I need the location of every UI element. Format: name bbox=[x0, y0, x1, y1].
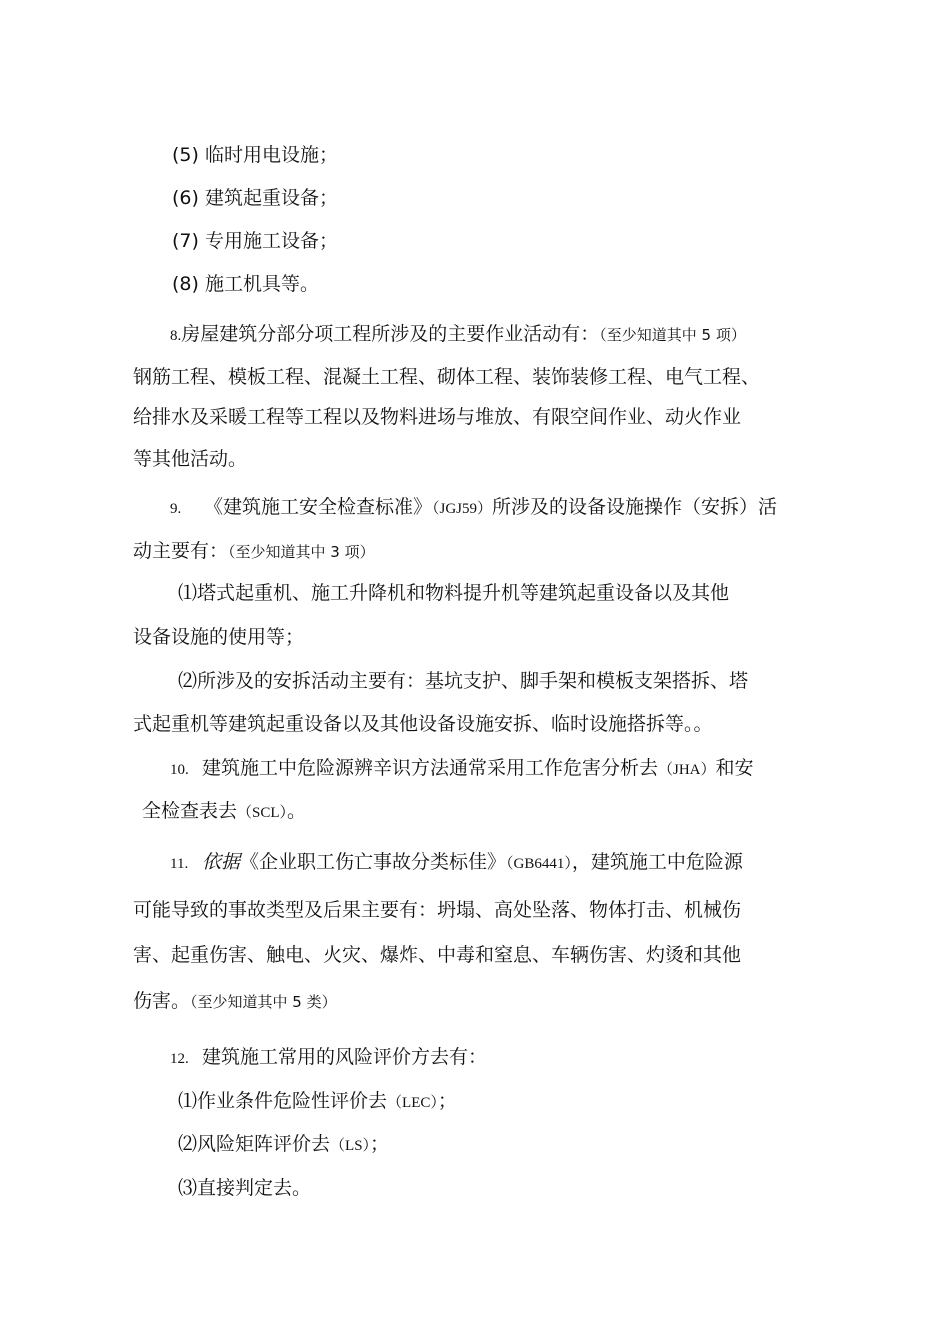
list-text: 临时用电设施； bbox=[204, 144, 338, 166]
item-text: 全检查表去 bbox=[142, 800, 238, 822]
item-11-line-4 bbox=[133, 988, 337, 1015]
sub-text: 直接判定去。 bbox=[197, 1177, 312, 1199]
item-9-line-2 bbox=[133, 538, 375, 565]
item-text: ，建筑施工中危险源 bbox=[571, 851, 743, 873]
item-12-sub-2 bbox=[178, 1131, 389, 1159]
item-9-sub-2-line-1 bbox=[178, 668, 748, 695]
item-number: 11. bbox=[170, 856, 189, 872]
item-text: 房屋建筑分部分项工程所涉及的主要作业活动有： bbox=[181, 323, 600, 345]
list-item bbox=[172, 271, 319, 297]
method-code: （LEC） bbox=[387, 1095, 438, 1111]
sub-text: 塔式起重机、施工升降机和物料提升机等建筑起重设备以及其他 bbox=[197, 582, 730, 604]
item-note: （至少知道其中 3 项） bbox=[228, 543, 375, 561]
method-code: （SCL） bbox=[237, 805, 288, 821]
item-text: 《建筑施工安全检查标准》 bbox=[204, 496, 433, 518]
item-text: 和安 bbox=[715, 757, 754, 779]
list-number: (5) bbox=[172, 144, 199, 166]
sub-text: ； bbox=[370, 1133, 390, 1155]
list-number: (6) bbox=[172, 187, 199, 209]
item-number: 12. bbox=[170, 1051, 189, 1067]
item-12-sub-1 bbox=[178, 1088, 457, 1116]
item-10-line-2 bbox=[142, 798, 306, 826]
list-number: (7) bbox=[172, 230, 199, 252]
sub-number: ⑵ bbox=[178, 671, 198, 692]
item-number: 9. bbox=[170, 501, 182, 517]
list-text: 建筑起重设备； bbox=[204, 187, 338, 209]
item-9-line-1 bbox=[170, 494, 777, 522]
item-text: 伤害。 bbox=[133, 990, 191, 1012]
sub-number: ⑴ bbox=[178, 1091, 198, 1112]
list-item bbox=[172, 185, 338, 211]
item-text: 依据 bbox=[202, 851, 241, 873]
item-text: 建筑施工常用的风险评价方去有： bbox=[202, 1046, 488, 1068]
item-12-title bbox=[170, 1044, 487, 1072]
list-text: 专用施工设备； bbox=[204, 230, 338, 252]
item-8-line-1 bbox=[170, 321, 746, 349]
method-code: （LS） bbox=[330, 1138, 371, 1154]
standard-code: （JGJ59） bbox=[432, 501, 493, 517]
sub-text: 所涉及的安拆活动主要有：基坑支护、脚手架和模板支架搭拆、塔 bbox=[197, 670, 749, 692]
sub-number: ⑵ bbox=[178, 1134, 198, 1155]
sub-text: 风险矩阵评价去 bbox=[197, 1133, 331, 1155]
item-text: 动主要有： bbox=[133, 540, 229, 562]
item-text: 。 bbox=[287, 800, 307, 822]
method-code: （JHA） bbox=[658, 762, 716, 778]
item-number: 8. bbox=[170, 328, 182, 344]
list-item bbox=[172, 228, 338, 254]
item-8-line-2: 钢筋工程、模板工程、混凝土工程、砌体工程、装饰装修工程、电气工程、 bbox=[133, 366, 761, 388]
item-11-line-2: 可能导致的事故类型及后果主要有：坍塌、高处坠落、物体打击、机械伤 bbox=[133, 899, 742, 921]
item-text: 建筑施工中危险源辨辛识方法通常采用工作危害分析去 bbox=[202, 757, 659, 779]
list-text: 施工机具等。 bbox=[204, 273, 319, 295]
list-item bbox=[172, 142, 338, 168]
sub-number: ⑶ bbox=[178, 1178, 198, 1199]
item-text: 《企业职工伤亡事故分类标佳》 bbox=[240, 851, 507, 873]
sub-text: ； bbox=[437, 1090, 457, 1112]
sub-text: 作业条件危险性评价去 bbox=[197, 1090, 388, 1112]
list-number: (8) bbox=[172, 273, 199, 295]
item-9-sub-1-line-1 bbox=[178, 580, 729, 607]
item-note: （至少知道其中 5 项） bbox=[599, 326, 746, 344]
item-12-sub-3 bbox=[178, 1175, 311, 1202]
sub-number: ⑴ bbox=[178, 583, 198, 604]
item-note: （至少知道其中 5 类） bbox=[190, 993, 337, 1011]
item-8-line-4: 等其他活动。 bbox=[133, 448, 248, 470]
item-9-sub-1-line-2: 设备设施的使用等； bbox=[133, 626, 305, 648]
item-11-line-1 bbox=[170, 849, 743, 877]
item-8-line-3: 给排水及采暖工程等工程以及物料进场与堆放、有限空间作业、动火作业 bbox=[133, 406, 742, 428]
standard-code: （GB6441） bbox=[506, 856, 572, 872]
item-9-sub-2-line-2: 式起重机等建筑起重设备以及其他设备设施安拆、临时设施搭拆等。。 bbox=[133, 713, 713, 735]
item-number: 10. bbox=[170, 762, 189, 778]
item-text: 所涉及的设备设施操作（安拆）活 bbox=[492, 496, 778, 518]
item-11-line-3: 害、起重伤害、触电、火灾、爆炸、中毒和窒息、车辆伤害、灼烫和其他 bbox=[133, 944, 742, 966]
item-10-line-1 bbox=[170, 755, 754, 783]
